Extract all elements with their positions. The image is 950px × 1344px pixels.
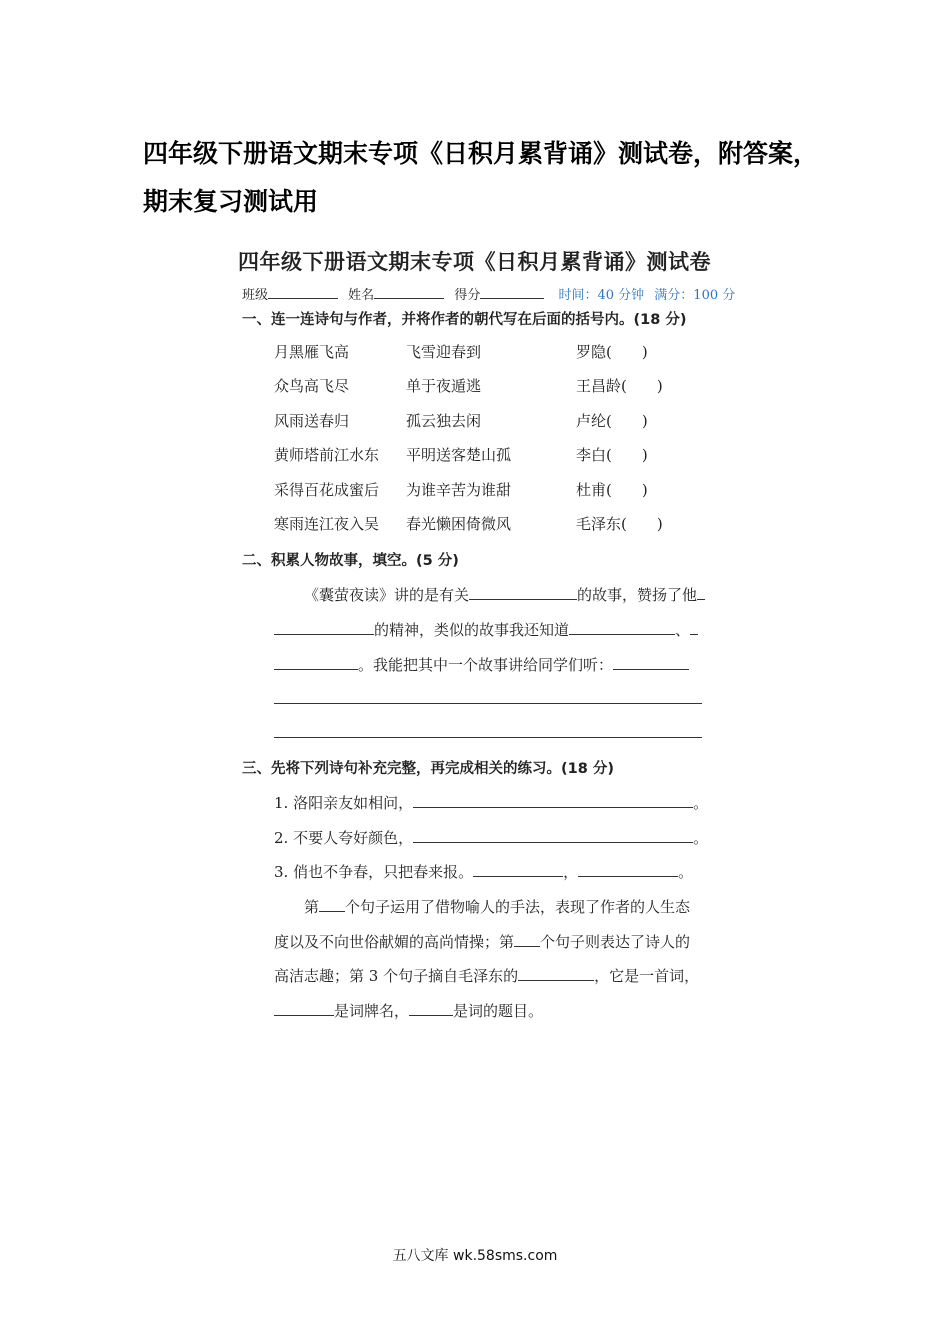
score-blank	[480, 285, 544, 299]
text: ，	[563, 863, 579, 881]
poem-line-a: 风雨送春归	[274, 412, 350, 430]
author: 罗隐( )	[576, 343, 648, 361]
score-label: 得分	[454, 288, 481, 303]
fill-blank	[518, 964, 594, 981]
text: 。	[693, 794, 709, 812]
poem-line-b: 单于夜遁逃	[406, 377, 482, 395]
fill-blank	[413, 826, 693, 843]
poem-line-b: 平明送客楚山孤	[406, 446, 512, 464]
section1-heading: 一、连一连诗句与作者，并将作者的朝代写在后面的括号内。(18 分)	[242, 312, 687, 328]
name-blank	[374, 285, 444, 299]
poem-line-a: 寒雨连江夜入吴	[274, 515, 380, 533]
section2-line3	[274, 653, 689, 675]
answer-line	[274, 737, 702, 738]
text: 《囊萤夜读》讲的是有关	[304, 586, 470, 604]
text: 的精神，类似的故事我还知道	[374, 621, 570, 639]
full-score-info: 满分：100 分	[654, 288, 736, 303]
text: 。	[693, 829, 709, 847]
text: 第	[304, 898, 320, 916]
section3-para4	[274, 999, 543, 1021]
fill-blank	[274, 653, 358, 670]
match-row	[232, 444, 758, 468]
text: 。我能把其中一个故事讲给同学们听：	[358, 656, 614, 674]
match-row	[232, 410, 758, 434]
fill-blank	[697, 583, 705, 600]
poem-line-b: 飞雪迎春到	[406, 343, 482, 361]
meta-row	[242, 284, 752, 303]
fill-blank	[578, 860, 678, 877]
fill-blank	[690, 618, 698, 635]
section3-para2	[274, 930, 690, 952]
text: 、	[675, 621, 691, 639]
text: 。	[678, 863, 694, 881]
text: 3. 俏也不争春，只把春来报。	[274, 863, 474, 881]
author: 李白( )	[576, 446, 648, 464]
poem-line-b: 孤云独去闲	[406, 412, 482, 430]
fill-blank	[613, 653, 689, 670]
fill-blank	[413, 791, 693, 808]
fill-blank	[319, 895, 345, 912]
text: 度以及不向世俗献媚的高尚情操；第	[274, 933, 515, 951]
text: 的故事，赞扬了他	[577, 586, 698, 604]
section3-heading: 三、先将下列诗句补充完整，再完成相关的练习。(18 分)	[242, 761, 614, 777]
text: 高洁志趣；第 3 个句子摘自毛泽东的	[274, 967, 519, 985]
name-label: 姓名	[348, 288, 375, 303]
author: 王昌龄( )	[576, 377, 663, 395]
footer-watermark: 五八文库 wk.58sms.com	[392, 1248, 558, 1264]
section3-item3	[274, 860, 693, 882]
match-row	[232, 375, 758, 399]
section3-item2	[274, 826, 708, 848]
poem-line-a: 黄师塔前江水东	[274, 446, 380, 464]
answer-line	[274, 703, 702, 704]
sheet-title: 四年级下册语文期末专项《日积月累背诵》测试卷	[238, 249, 711, 274]
poem-line-a: 采得百花成蜜后	[274, 481, 380, 499]
document-title: 四年级下册语文期末专项《日积月累背诵》测试卷，附答案，期末复习测试用	[143, 139, 819, 216]
poem-line-a: 月黑雁飞高	[274, 343, 350, 361]
text: 2. 不要人夸好颜色，	[274, 829, 414, 847]
section2-line2	[274, 618, 698, 640]
section2-line1	[304, 583, 705, 605]
text: 个句子则表达了诗人的	[540, 933, 691, 951]
fill-blank	[473, 860, 563, 877]
match-row	[232, 341, 758, 365]
fill-blank	[274, 999, 334, 1016]
fill-blank	[409, 999, 453, 1016]
text: 1. 洛阳亲友如相问，	[274, 794, 414, 812]
fill-blank	[469, 583, 577, 600]
section3-item1	[274, 791, 708, 813]
section3-para3	[274, 964, 699, 986]
fill-blank	[274, 618, 374, 635]
time-info: 时间：40 分钟	[558, 288, 645, 303]
poem-line-b: 为谁辛苦为谁甜	[406, 481, 512, 499]
match-row	[232, 513, 758, 537]
section2-heading: 二、积累人物故事，填空。(5 分)	[242, 553, 459, 569]
author: 毛泽东( )	[576, 515, 663, 533]
text: ，它是一首词，	[594, 967, 700, 985]
class-blank	[268, 285, 338, 299]
test-sheet-image	[232, 240, 758, 1030]
author: 卢纶( )	[576, 412, 648, 430]
fill-blank	[569, 618, 675, 635]
poem-line-a: 众鸟高飞尽	[274, 377, 350, 395]
text: 个句子运用了借物喻人的手法，表现了作者的人生态	[345, 898, 691, 916]
poem-line-b: 春光懒困倚微风	[406, 515, 512, 533]
match-row	[232, 479, 758, 503]
author: 杜甫( )	[576, 481, 648, 499]
text: 是词的题目。	[453, 1002, 544, 1020]
fill-blank	[514, 930, 540, 947]
section3-para1	[304, 895, 690, 917]
class-label: 班级	[242, 288, 269, 303]
text: 是词牌名，	[334, 1002, 410, 1020]
